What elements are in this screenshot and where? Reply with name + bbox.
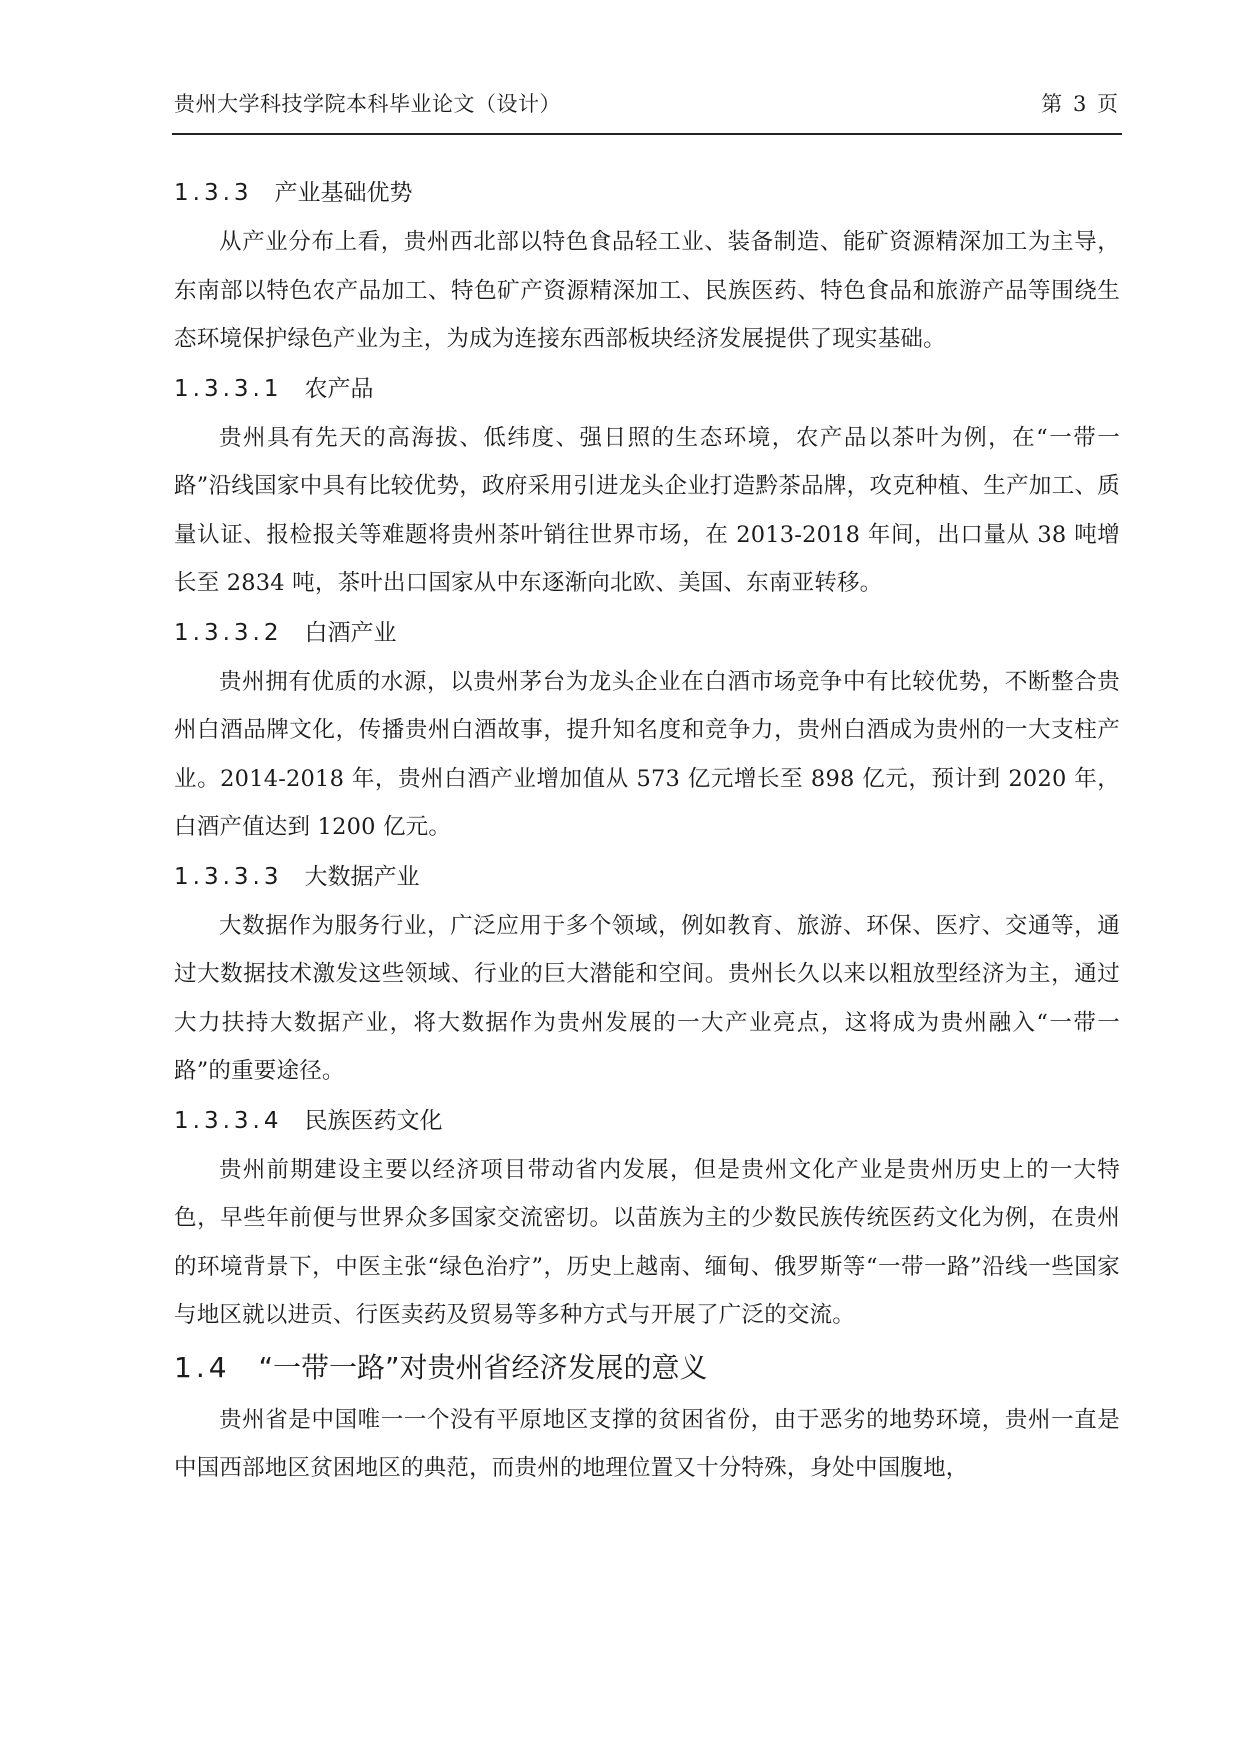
section-paragraph: 贵州具有先天的高海拔、低纬度、强日照的生态环境，农产品以茶叶为例，在“一带一路”沿线国家中具有比较优势，政府采用引进龙头企业打造黔茶品牌，攻克种植、生产加工、质量认证、报检报关等难题将贵州茶叶销往世界市场，在 2013-2018 年间，出口量从 38 吨增长至 2834 吨，茶叶出口国家从中东逐渐向北欧、美国、东南亚转移。 [174, 424, 1120, 596]
page-header [174, 80, 1120, 128]
section-heading-1-3-3-3 [174, 852, 1120, 902]
section-paragraph: 大数据作为服务行业，广泛应用于多个领域，例如教育、旅游、环保、医疗、交通等，通过大数据技术激发这些领域、行业的巨大潜能和空间。贵州长久以来以粗放型经济为主，通过大力扶持大数据产业，将大数据作为贵州发展的一大产业亮点，这将成为贵州融入“一带一路”的重要途径。 [174, 912, 1120, 1084]
section-title: 农产品 [304, 375, 374, 402]
section-title: 产业基础优势 [274, 180, 413, 206]
section-heading-1-3-3-1 [174, 364, 1120, 414]
section-title: 大数据产业 [304, 863, 420, 890]
section-number: 1.3.3.1 [174, 375, 283, 402]
section-number: 1.4 [174, 1350, 231, 1384]
section-number: 1.3.3.2 [174, 619, 283, 646]
section-title: “一带一路”对贵州省经济发展的意义 [258, 1350, 708, 1384]
section-paragraph: 贵州拥有优质的水源，以贵州茅台为龙头企业在白酒市场竞争中有比较优势，不断整合贵州白酒品牌文化，传播贵州白酒故事，提升知名度和竞争力，贵州白酒成为贵州的一大支柱产业。2014-2018 年，贵州白酒产业增加值从 573 亿元增长至 898 亿元，预计到 2020 年，白酒产值达到 1200 亿元。 [174, 668, 1120, 840]
section-number: 1.3.3.4 [174, 1107, 283, 1134]
page-body [174, 168, 1120, 1493]
thesis-header-title: 贵州大学科技学院本科毕业论文（设计） [174, 92, 561, 116]
section-heading-1-4 [174, 1340, 1120, 1396]
section-heading-1-3-3-4 [174, 1096, 1120, 1146]
page-number-label: 第 3 页 [1041, 92, 1120, 116]
section-paragraph: 贵州省是中国唯一一个没有平原地区支撑的贫困省份，由于恶劣的地势环境，贵州一直是中国西部地区贫困地区的典范，而贵州的地理位置又十分特殊，身处中国腹地， [174, 1406, 1120, 1481]
section-title: 白酒产业 [304, 619, 397, 646]
header-divider [172, 133, 1122, 135]
section-heading-1-3-3-2 [174, 608, 1120, 658]
section-number: 1.3.3 [174, 180, 253, 206]
section-title: 民族医药文化 [304, 1107, 443, 1134]
section-paragraph: 从产业分布上看，贵州西北部以特色食品轻工业、装备制造、能矿资源精深加工为主导，东南部以特色农产品加工、特色矿产资源精深加工、民族医药、特色食品和旅游产品等围绕生态环境保护绿色产业为主，为成为连接东西部板块经济发展提供了现实基础。 [174, 229, 1120, 352]
section-heading-1-3-3 [174, 168, 1120, 218]
section-paragraph: 贵州前期建设主要以经济项目带动省内发展，但是贵州文化产业是贵州历史上的一大特色，早些年前便与世界众多国家交流密切。以苗族为主的少数民族传统医药文化为例，在贵州的环境背景下，中医主张“绿色治疗”，历史上越南、缅甸、俄罗斯等“一带一路”沿线一些国家与地区就以进贡、行医卖药及贸易等多种方式与开展了广泛的交流。 [174, 1156, 1120, 1328]
section-number: 1.3.3.3 [174, 863, 283, 890]
